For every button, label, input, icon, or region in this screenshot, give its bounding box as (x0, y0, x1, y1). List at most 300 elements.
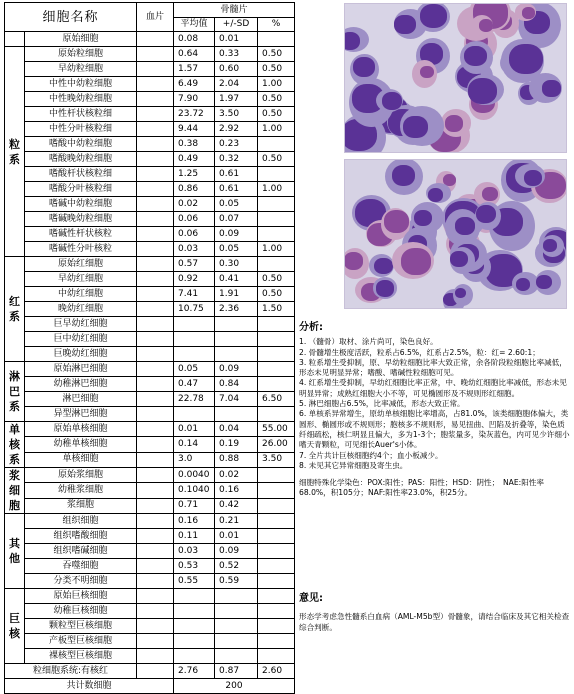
mean-value (174, 407, 215, 422)
cell-name: 组织嗜酸细胞 (25, 529, 137, 544)
ratio-row (5, 664, 295, 679)
nucleus-image (450, 251, 468, 268)
table-row (5, 137, 295, 152)
mean-value: 6.49 (174, 77, 215, 92)
blood-value (137, 242, 174, 257)
group-label: 巨核 (5, 589, 25, 664)
cell-name: 中性中幼粒细胞 (25, 77, 137, 92)
nucleus-image (476, 205, 496, 223)
mean-value: 0.1040 (174, 483, 215, 498)
cell-name: 嗜酸中幼粒细胞 (25, 137, 137, 152)
percent-value: 2.60 (258, 664, 295, 679)
table-row (5, 452, 295, 467)
percent-value (258, 498, 295, 513)
mean-value: 0.53 (174, 559, 215, 574)
mean-value (174, 332, 215, 347)
sd-value: 0.01 (215, 529, 258, 544)
sd-value: 2.92 (215, 122, 258, 137)
cell-name: 中性杆状核粒细 (25, 107, 137, 122)
percent-value: 6.50 (258, 392, 295, 407)
sd-value: 0.42 (215, 498, 258, 513)
cell-name: 原始红细胞 (25, 257, 137, 272)
sd-value: 0.09 (215, 227, 258, 242)
table-row (5, 634, 295, 649)
sd-value (215, 589, 258, 604)
analysis-item: 2. 骨髓增生极度活跃，粒系占6.5%，红系占2.5%，粒：红= 2.60:1； (299, 347, 540, 357)
nucleus-image (420, 4, 447, 28)
sd-value: 0.07 (215, 212, 258, 227)
nucleus-image (344, 32, 360, 50)
cell-image (515, 3, 536, 20)
blood-value (137, 362, 174, 377)
cell-name: 嗜碱晚幼粒细胞 (25, 212, 137, 227)
nucleus-image (344, 252, 363, 269)
percent-value (258, 32, 295, 47)
percent-value (258, 167, 295, 182)
table-row (5, 377, 295, 392)
blood-value (137, 529, 174, 544)
mean-value: 0.57 (174, 257, 215, 272)
mean-value: 0.14 (174, 437, 215, 452)
sd-value (215, 332, 258, 347)
mean-value: 0.03 (174, 544, 215, 559)
nucleus-image (455, 288, 466, 298)
cell-image (535, 270, 561, 296)
sd-value: 3.50 (215, 107, 258, 122)
table-row (5, 77, 295, 92)
table-row (5, 317, 295, 332)
table-row (5, 242, 295, 257)
percent-value: 1.50 (258, 302, 295, 317)
nucleus-image (353, 57, 375, 77)
table-row (5, 529, 295, 544)
cell-image (344, 248, 369, 279)
cell-name: 产板型巨核细胞 (25, 634, 137, 649)
blood-value (137, 272, 174, 287)
percent-value (258, 574, 295, 589)
nucleus-image (414, 210, 432, 226)
sd-value: 0.16 (215, 483, 258, 498)
group-label (5, 32, 25, 47)
mean-value: 0.08 (174, 32, 215, 47)
sd-value: 0.33 (215, 47, 258, 62)
blood-value (137, 32, 174, 47)
mean-value: 0.92 (174, 272, 215, 287)
cell-name: 分类不明细胞 (25, 574, 137, 589)
mean-value: 0.38 (174, 137, 215, 152)
cell-name: 原始浆细胞 (25, 468, 137, 483)
percent-value (258, 227, 295, 242)
total-label: 共计数细胞 (5, 679, 174, 694)
sd-value: 0.05 (215, 242, 258, 257)
percent-value (258, 514, 295, 529)
mean-value: 0.06 (174, 227, 215, 242)
blood-value (137, 122, 174, 137)
percent-value: 3.50 (258, 452, 295, 467)
blood-value (137, 437, 174, 452)
nucleus-image (464, 46, 487, 66)
blood-value (137, 422, 174, 437)
cell-name: 嗜酸杆状核粒细 (25, 167, 137, 182)
sd-value: 1.91 (215, 287, 258, 302)
cell-name: 嗜碱性分叶核粒 (25, 242, 137, 257)
nucleus-image (401, 248, 431, 275)
sd-value (215, 619, 258, 634)
table-row (5, 212, 295, 227)
cell-name: 幼稚巨核细胞 (25, 604, 137, 619)
group-label: 粒系 (5, 47, 25, 257)
percent-value (258, 604, 295, 619)
mean-value: 7.90 (174, 92, 215, 107)
mean-value: 7.41 (174, 287, 215, 302)
percent-value: 0.50 (258, 152, 295, 167)
sd-value: 7.04 (215, 392, 258, 407)
cell-image (416, 3, 450, 32)
table-title: 细胞名称 (5, 3, 137, 32)
cell-name: 原始粒细胞 (25, 47, 137, 62)
table-row (5, 107, 295, 122)
analysis-item: 7. 全片共计巨核细胞约4个；血小板减少。 (299, 450, 443, 460)
blood-value (137, 332, 174, 347)
sd-value: 0.88 (215, 452, 258, 467)
table-row (5, 468, 295, 483)
mean-value: 0.55 (174, 574, 215, 589)
sd-value: 0.02 (215, 468, 258, 483)
nucleus-image (392, 165, 416, 186)
blood-value (137, 377, 174, 392)
percent-value: 55.00 (258, 422, 295, 437)
sd-value: 0.52 (215, 559, 258, 574)
percent-value: 0.50 (258, 287, 295, 302)
cell-name: 幼稚淋巴细胞 (25, 377, 137, 392)
sd-value: 0.61 (215, 167, 258, 182)
mean-value: 9.44 (174, 122, 215, 137)
blood-value (137, 137, 174, 152)
opinion-heading: 意见: (299, 593, 323, 604)
nucleus-image (384, 210, 409, 233)
cell-image (467, 74, 504, 106)
cell-name: 幼稚浆细胞 (25, 483, 137, 498)
table-row (5, 619, 295, 634)
percent-value: 1.00 (258, 77, 295, 92)
analysis-section (299, 323, 571, 499)
percent-value (258, 212, 295, 227)
table-row (5, 437, 295, 452)
percent-value: 0.50 (258, 272, 295, 287)
table-row (5, 257, 295, 272)
sd-value: 0.05 (215, 197, 258, 212)
analysis-item: 5. 淋巴细胞占6.5%，比率减低，形态大致正常。 (299, 399, 465, 409)
sd-value (215, 407, 258, 422)
nucleus-image (516, 278, 531, 291)
table-row (5, 514, 295, 529)
sd-value: 0.21 (215, 514, 258, 529)
blood-value (137, 257, 174, 272)
table-row (5, 544, 295, 559)
ratio-label: 粒细胞系统:有核红 (5, 664, 137, 679)
table-row (5, 604, 295, 619)
percent-value (258, 362, 295, 377)
cell-name: 嗜酸晚幼粒细胞 (25, 152, 137, 167)
blood-value (137, 574, 174, 589)
mean-value: 0.16 (174, 514, 215, 529)
blood-value (137, 544, 174, 559)
mean-value (174, 347, 215, 362)
nucleus-image (394, 15, 415, 34)
cell-image (450, 247, 476, 274)
blood-value (137, 452, 174, 467)
mean-value: 0.01 (174, 422, 215, 437)
mean-value: 3.0 (174, 452, 215, 467)
cell-name: 巨晚幼红细胞 (25, 347, 137, 362)
nucleus-image (543, 239, 557, 252)
table-row (5, 167, 295, 182)
percent-value (258, 257, 295, 272)
nucleus-image (420, 66, 434, 79)
nucleus-image (509, 44, 543, 74)
blood-value (137, 77, 174, 92)
cell-name: 原始细胞 (25, 32, 137, 47)
table-row (5, 483, 295, 498)
nucleus-image (376, 280, 394, 296)
blood-value (137, 212, 174, 227)
analysis-heading: 分析: (299, 322, 323, 333)
percent-value: 0.50 (258, 92, 295, 107)
percent-value (258, 332, 295, 347)
table-row (5, 152, 295, 167)
percent-header: % (258, 18, 295, 32)
sd-value: 0.09 (215, 362, 258, 377)
blood-value (137, 664, 174, 679)
percent-value (258, 468, 295, 483)
cell-image (475, 202, 501, 230)
nucleus-image (482, 187, 498, 201)
mean-value: 0.71 (174, 498, 215, 513)
nucleus-image (479, 19, 493, 32)
mean-value: 0.47 (174, 377, 215, 392)
percent-value: 1.00 (258, 122, 295, 137)
mean-value: 0.0040 (174, 468, 215, 483)
cell-image (344, 27, 369, 52)
cell-image (385, 159, 423, 195)
sd-value: 0.09 (215, 544, 258, 559)
nucleus-image (455, 217, 475, 235)
mean-value: 1.25 (174, 167, 215, 182)
mean-header: 平均值 (174, 18, 215, 32)
table-row (5, 272, 295, 287)
table-row (5, 62, 295, 77)
cell-name: 颗粒型巨核细胞 (25, 619, 137, 634)
opinion-section (299, 594, 571, 641)
cell-name: 早幼红细胞 (25, 272, 137, 287)
percent-value (258, 317, 295, 332)
cell-name: 组织嗜碱细胞 (25, 544, 137, 559)
percent-value (258, 619, 295, 634)
mean-value (174, 589, 215, 604)
analysis-item: 4. 红系增生受抑制，早幼红细胞比率正常，中、晚幼红细胞比率减低，形态未见明显异常；成熟红细胞大小不等，可见椭圆形及不规则形红细胞。 (299, 378, 567, 398)
blood-value (137, 498, 174, 513)
nucleus-image (524, 170, 542, 186)
mean-value: 0.64 (174, 47, 215, 62)
percent-value: 1.00 (258, 242, 295, 257)
mean-value: 0.05 (174, 362, 215, 377)
mean-value: 10.75 (174, 302, 215, 317)
group-label: 其他 (5, 514, 25, 589)
blood-value (137, 392, 174, 407)
sd-value: 0.19 (215, 437, 258, 452)
nucleus-image (428, 188, 443, 202)
sd-value: 0.87 (215, 664, 258, 679)
blood-value (137, 483, 174, 498)
analysis-item: 1. （髓骨）取材、涂片尚可，染色良好。 (299, 337, 438, 347)
percent-value (258, 589, 295, 604)
sd-value (215, 347, 258, 362)
percent-value: 0.50 (258, 47, 295, 62)
nucleus-image (522, 7, 535, 19)
table-row (5, 559, 295, 574)
sd-value: 0.01 (215, 32, 258, 47)
percent-value (258, 377, 295, 392)
percent-value: 0.50 (258, 62, 295, 77)
cell-image (373, 277, 398, 298)
sd-value: 0.30 (215, 257, 258, 272)
table-row (5, 122, 295, 137)
cell-name: 原始单核细胞 (25, 422, 137, 437)
cell-name: 单核细胞 (25, 452, 137, 467)
mean-value: 0.06 (174, 212, 215, 227)
cell-name: 吞噬细胞 (25, 559, 137, 574)
cell-image (529, 73, 562, 103)
percent-value: 26.00 (258, 437, 295, 452)
table-row (5, 407, 295, 422)
analysis-item: 8. 未见其它异常细胞及寄生虫。 (299, 460, 408, 470)
cell-name: 中性晚幼粒细胞 (25, 92, 137, 107)
percent-value (258, 483, 295, 498)
mean-value (174, 634, 215, 649)
blood-value (137, 182, 174, 197)
cell-name: 晚幼红细胞 (25, 302, 137, 317)
table-row (5, 574, 295, 589)
percent-value (258, 529, 295, 544)
cell-name: 嗜碱中幼粒细胞 (25, 197, 137, 212)
table-row (5, 392, 295, 407)
special-staining-text: 细胞特殊化学染色：POX:阳性；PAS：阳性；HSD：阴性； NAE:阳性率68.0%，积105分；NAF:阳性率23.0%，积25分。 (299, 478, 544, 498)
blood-value (137, 317, 174, 332)
cell-image (453, 284, 473, 306)
percent-value (258, 137, 295, 152)
cell-name: 淋巴细胞 (25, 392, 137, 407)
percent-value (258, 407, 295, 422)
mean-value: 0.86 (174, 182, 215, 197)
table-row (5, 227, 295, 242)
table-row (5, 197, 295, 212)
nucleus-image (403, 116, 427, 138)
sd-header: +/-SD (215, 18, 258, 32)
blood-value (137, 227, 174, 242)
table-row (5, 362, 295, 377)
table-row (5, 182, 295, 197)
sd-value: 0.60 (215, 62, 258, 77)
blood-value (137, 407, 174, 422)
table-row (5, 287, 295, 302)
table-row (5, 47, 295, 62)
cell-image (411, 202, 444, 233)
percent-value: 0.50 (258, 107, 295, 122)
table-row (5, 422, 295, 437)
opinion-text: 形态学考虑急性髓系白血病（AML-M5b型）骨髓象，请结合临床及其它相关检查综合判断。 (299, 612, 570, 632)
cell-name: 中幼红细胞 (25, 287, 137, 302)
blood-value (137, 514, 174, 529)
blood-value (137, 589, 174, 604)
sd-value (215, 317, 258, 332)
table-row (5, 589, 295, 604)
table-row (5, 332, 295, 347)
mean-value: 2.76 (174, 664, 215, 679)
blood-value (137, 619, 174, 634)
cell-image (441, 109, 472, 137)
cell-name: 中性分叶核粒细 (25, 122, 137, 137)
marrow-report-table (4, 2, 295, 694)
blood-value (137, 559, 174, 574)
total-value: 200 (174, 679, 295, 694)
group-label: 浆细胞 (5, 468, 25, 514)
cell-name: 嗜碱性杆状核粒 (25, 227, 137, 242)
sd-value: 2.04 (215, 77, 258, 92)
marrow-smear-photo-top (344, 3, 567, 153)
blood-value (137, 302, 174, 317)
analysis-item: 6. 单核系异常增生，原幼单核细胞比率增高，占81.0%，该类细胞胞体偏大，类圆形、椭圆形或不规则形；胞核多不规则形，易见扭曲、凹陷及折叠等，染色质纤细疏松，核仁明显且偏大，多为1-3个；胞浆量多，染灰蓝色，内可见少许细小嗜天青颗粒，可见细长Auer's小体。 (299, 409, 570, 450)
group-label: 红系 (5, 257, 25, 362)
cell-image (369, 254, 394, 277)
mean-value: 0.11 (174, 529, 215, 544)
cell-name: 早幼粒细胞 (25, 62, 137, 77)
analysis-item: 3. 粒系增生受抑制，原、早幼粒细胞比率大致正常，余各阶段粒细胞比率减低，形态未见明显异常；嗜酸、嗜碱性粒细胞可见。 (299, 357, 567, 378)
table-row (5, 347, 295, 362)
blood-value (137, 604, 174, 619)
sd-value: 0.32 (215, 152, 258, 167)
blood-value (137, 287, 174, 302)
mean-value (174, 619, 215, 634)
sd-value: 0.41 (215, 272, 258, 287)
table-row (5, 302, 295, 317)
nucleus-image (374, 258, 393, 275)
percent-value (258, 197, 295, 212)
blood-value (137, 167, 174, 182)
total-row (5, 679, 295, 694)
blood-value (137, 62, 174, 77)
nucleus-image (536, 275, 552, 289)
cell-image (460, 41, 493, 75)
blood-value (137, 634, 174, 649)
blood-value (137, 197, 174, 212)
percent-value (258, 634, 295, 649)
nucleus-image (445, 115, 463, 132)
cell-name: 异型淋巴细胞 (25, 407, 137, 422)
sd-value (215, 604, 258, 619)
blood-value (137, 47, 174, 62)
sd-value: 0.04 (215, 422, 258, 437)
cell-name: 组织细胞 (25, 514, 137, 529)
sd-value: 0.84 (215, 377, 258, 392)
nucleus-image (382, 92, 402, 110)
mean-value (174, 317, 215, 332)
percent-value (258, 544, 295, 559)
group-label: 淋巴系 (5, 362, 25, 422)
sd-value: 0.23 (215, 137, 258, 152)
cell-name: 裸核型巨核细胞 (25, 649, 137, 664)
bone-marrow-header: 骨髓片 (174, 3, 295, 18)
blood-value (137, 107, 174, 122)
